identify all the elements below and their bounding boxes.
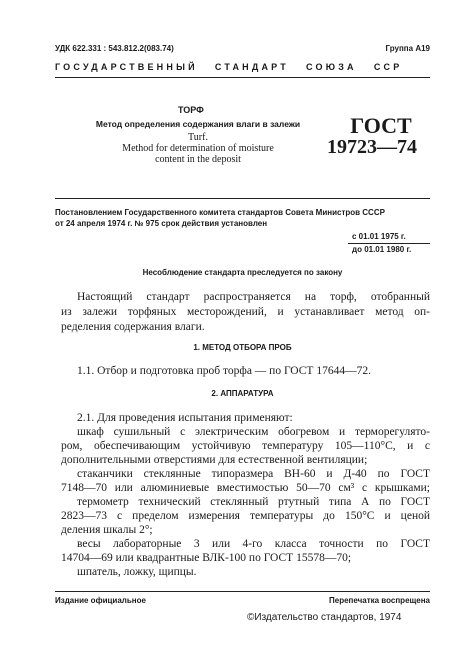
section-2-line: 7148—70 или алюминиевые вместимостью 50—70 см³ с крышками; [61, 482, 430, 494]
section-2-line: 2.1. Для проведения испытания применяют: [77, 412, 293, 424]
intro-line-3: ределения содержания влаги. [61, 321, 205, 333]
section-1-heading: 1. МЕТОД ОТБОРА ПРОБ [193, 343, 292, 352]
subtitle-en-1: Method for determination of moisture [122, 143, 274, 154]
section-1-item: 1.1. Отбор и подготовка проб торфа — по ГОСТ 17644—72. [77, 365, 371, 377]
udk-code: УДК 622.331 : 543.812.2(083.74) [55, 44, 174, 53]
section-2-line: стаканчики стеклянные типоразмера ВН-60 и Д-40 по ГОСТ [77, 468, 430, 480]
intro-line-1: Настоящий стандарт распространяется на торф, отобранный [77, 291, 430, 303]
decree-line-2: от 24 апреля 1974 г. № 975 срок действия установлен [55, 219, 268, 228]
validity-divider [348, 243, 430, 244]
official-edition: Издание официальное [55, 596, 146, 605]
section-2-line: дополнительными отверстиями для естественной вентиляции; [61, 454, 368, 466]
section-2-line: шпатель, ложку, щипцы. [77, 566, 197, 578]
section-2-line: термометр технический стеклянный ртутный типа А по ГОСТ [77, 496, 430, 508]
title-en: Turf. [188, 132, 208, 143]
subtitle-ru: Метод определения содержания влаги в залежи [95, 119, 301, 129]
section-2-line: шкаф сушильный с электрическим обогревом и терморегулято- [77, 426, 430, 438]
standard-banner: ГОСУДАРСТВЕННЫЙ СТАНДАРТ СОЮЗА ССР [55, 62, 403, 72]
gost-number: 19723—74 [327, 136, 417, 158]
section-2-line: деления шкалы 2°; [61, 524, 153, 536]
section-2-heading: 2. АППАРАТУРА [211, 389, 274, 398]
group-code: Группа А19 [385, 44, 430, 53]
section-2-line: 2823—73 с пределом измерения температуры до 150°С и ценой [61, 510, 430, 522]
copyright-line [247, 611, 401, 625]
copyright-icon: © [247, 612, 255, 623]
footer-divider [55, 591, 430, 592]
header-divider [55, 77, 430, 78]
subtitle-en-2: content in the deposit [155, 154, 241, 165]
section-2-line: 14704—69 или квадрантные ВЛК-100 по ГОСТ 15578—70; [61, 552, 352, 564]
reprint-forbidden: Перепечатка воспрещена [329, 596, 430, 605]
law-warning: Несоблюдение стандарта преследуется по закону [142, 268, 343, 277]
section-2-line: ром, обеспечивающим устойчивую температуру 105—110°С, и с [61, 440, 430, 452]
decree-line-1: Постановлением Государственного комитета стандартов Совета Министров СССР [55, 208, 385, 217]
intro-line-2: из залежи торфяных месторождений, и устанавливает метод оп- [61, 306, 430, 318]
gost-label: ГОСТ [350, 113, 412, 138]
validity-from: с 01.01 1975 г. [352, 232, 406, 241]
title-divider [55, 198, 430, 199]
validity-to: до 01.01 1980 г. [352, 245, 412, 254]
title-ru: ТОРФ [178, 105, 204, 115]
publisher: Издательство стандартов, 1974 [254, 612, 402, 623]
section-2-line: весы лабораторные 3 или 4-го класса точности по ГОСТ [77, 538, 430, 550]
